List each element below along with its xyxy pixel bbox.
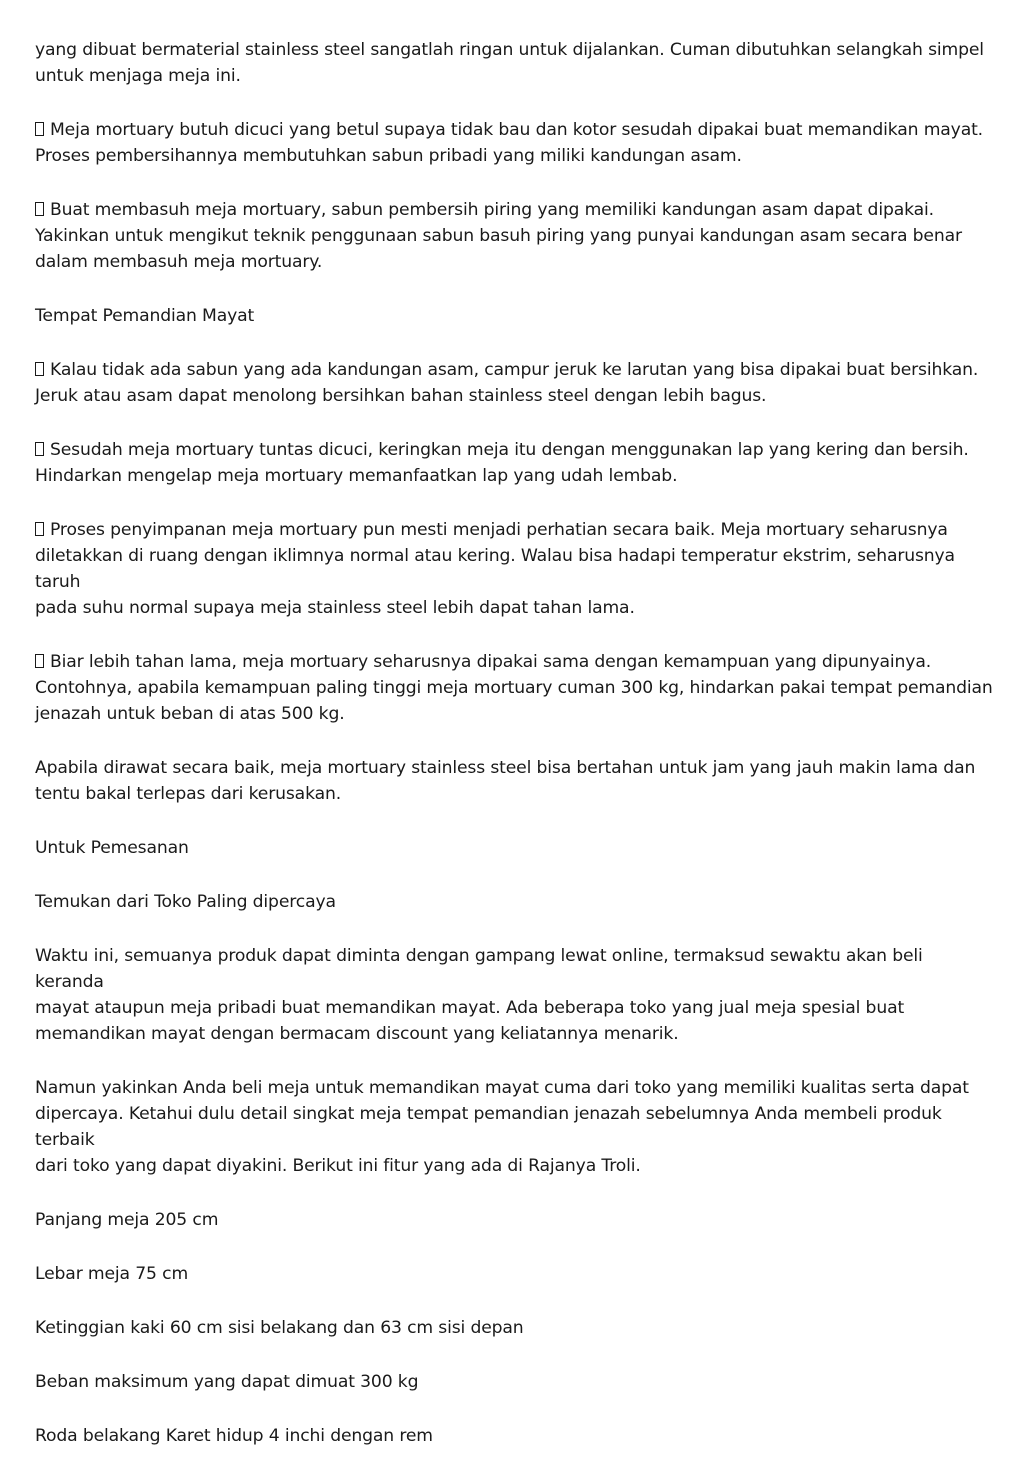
- paragraph-text: Meja mortuary butuh dicuci yang betul supaya tidak bau dan kotor sesudah dipakai buat memandikan mayat. Proses pembersihannya membutuhkan sabun pribadi yang miliki kandungan asam.: [35, 120, 983, 166]
- missing-glyph-icon: [35, 654, 44, 668]
- paragraph-text: Buat membasuh meja mortuary, sabun pembersih piring yang memiliki kandungan asam dapat dipakai. Yakinkan untuk mengikut teknik penggunaan sabun basuh piring yang punyai kandungan asam secara benar dalam membasuh meja mortuary.: [35, 200, 962, 272]
- bullet-paragraph: [35, 437, 995, 489]
- bullet-paragraph: [35, 649, 995, 727]
- spec-text: Panjang meja 205 cm: [35, 1210, 219, 1230]
- bullet-paragraph: [35, 517, 995, 621]
- missing-glyph-icon: [35, 522, 44, 536]
- spec-line: [35, 1315, 995, 1341]
- spec-line: [35, 1423, 995, 1449]
- spec-text: Lebar meja 75 cm: [35, 1264, 189, 1284]
- paragraph-text: Proses penyimpanan meja mortuary pun mesti menjadi perhatian secara baik. Meja mortuary seharusnya diletakkan di ruang dengan iklimnya normal atau kering. Walau bisa hadapi temperatur ekstrim, seharusnya taruh pada suhu normal supaya meja stainless steel lebih dapat tahan lama.: [35, 520, 955, 618]
- bullet-paragraph: [35, 197, 995, 275]
- heading-text: Temukan dari Toko Paling dipercaya: [35, 892, 336, 912]
- paragraph-text: yang dibuat bermaterial stainless steel sangatlah ringan untuk dijalankan. Cuman dibutuhkan selangkah simpel untuk menjaga meja ini.: [35, 40, 984, 86]
- heading-text: Untuk Pemesanan: [35, 838, 189, 858]
- paragraph-text: Apabila dirawat secara baik, meja mortuary stainless steel bisa bertahan untuk jam yang jauh makin lama dan tentu bakal terlepas dari kerusakan.: [35, 758, 976, 804]
- spec-line: [35, 1207, 995, 1233]
- paragraph: [35, 755, 995, 807]
- spec-line: [35, 1261, 995, 1287]
- bullet-paragraph: [35, 357, 995, 409]
- spec-text: Beban maksimum yang dapat dimuat 300 kg: [35, 1372, 419, 1392]
- paragraph: [35, 1075, 995, 1179]
- section-heading: [35, 889, 995, 915]
- document-page: [35, 37, 995, 1477]
- heading-text: Tempat Pemandian Mayat: [35, 306, 255, 326]
- section-heading: [35, 303, 995, 329]
- paragraph-text: Waktu ini, semuanya produk dapat diminta dengan gampang lewat online, termaksud sewaktu akan beli keranda mayat ataupun meja pribadi buat memandikan mayat. Ada beberapa toko yang jual meja spesial buat memandikan mayat dengan bermacam discount yang keliatannya menarik.: [35, 946, 923, 1044]
- spec-line: [35, 1369, 995, 1395]
- paragraph-text: Sesudah meja mortuary tuntas dicuci, keringkan meja itu dengan menggunakan lap yang kering dan bersih. Hindarkan mengelap meja mortuary memanfaatkan lap yang udah lembab.: [35, 440, 969, 486]
- section-heading: [35, 835, 995, 861]
- paragraph: [35, 37, 995, 89]
- missing-glyph-icon: [35, 442, 44, 456]
- paragraph: [35, 943, 995, 1047]
- paragraph-text: Biar lebih tahan lama, meja mortuary seharusnya dipakai sama dengan kemampuan yang dipunyainya. Contohnya, apabila kemampuan paling tinggi meja mortuary cuman 300 kg, hindarkan pakai tempat pemandian jenazah untuk beban di atas 500 kg.: [35, 652, 993, 724]
- spec-text: Roda belakang Karet hidup 4 inchi dengan rem: [35, 1426, 433, 1446]
- paragraph-text: Kalau tidak ada sabun yang ada kandungan asam, campur jeruk ke larutan yang bisa dipakai buat bersihkan. Jeruk atau asam dapat menolong bersihkan bahan stainless steel dengan lebih bagus.: [35, 360, 979, 406]
- missing-glyph-icon: [35, 122, 44, 136]
- missing-glyph-icon: [35, 202, 44, 216]
- paragraph-text: Namun yakinkan Anda beli meja untuk memandikan mayat cuma dari toko yang memiliki kualitas serta dapat dipercaya. Ketahui dulu detail singkat meja tempat pemandian jenazah sebelumnya Anda membeli produk terbaik dari toko yang dapat diyakini. Berikut ini fitur yang ada di Rajanya Troli.: [35, 1078, 969, 1176]
- spec-text: Ketinggian kaki 60 cm sisi belakang dan 63 cm sisi depan: [35, 1318, 524, 1338]
- missing-glyph-icon: [35, 362, 44, 376]
- bullet-paragraph: [35, 117, 995, 169]
